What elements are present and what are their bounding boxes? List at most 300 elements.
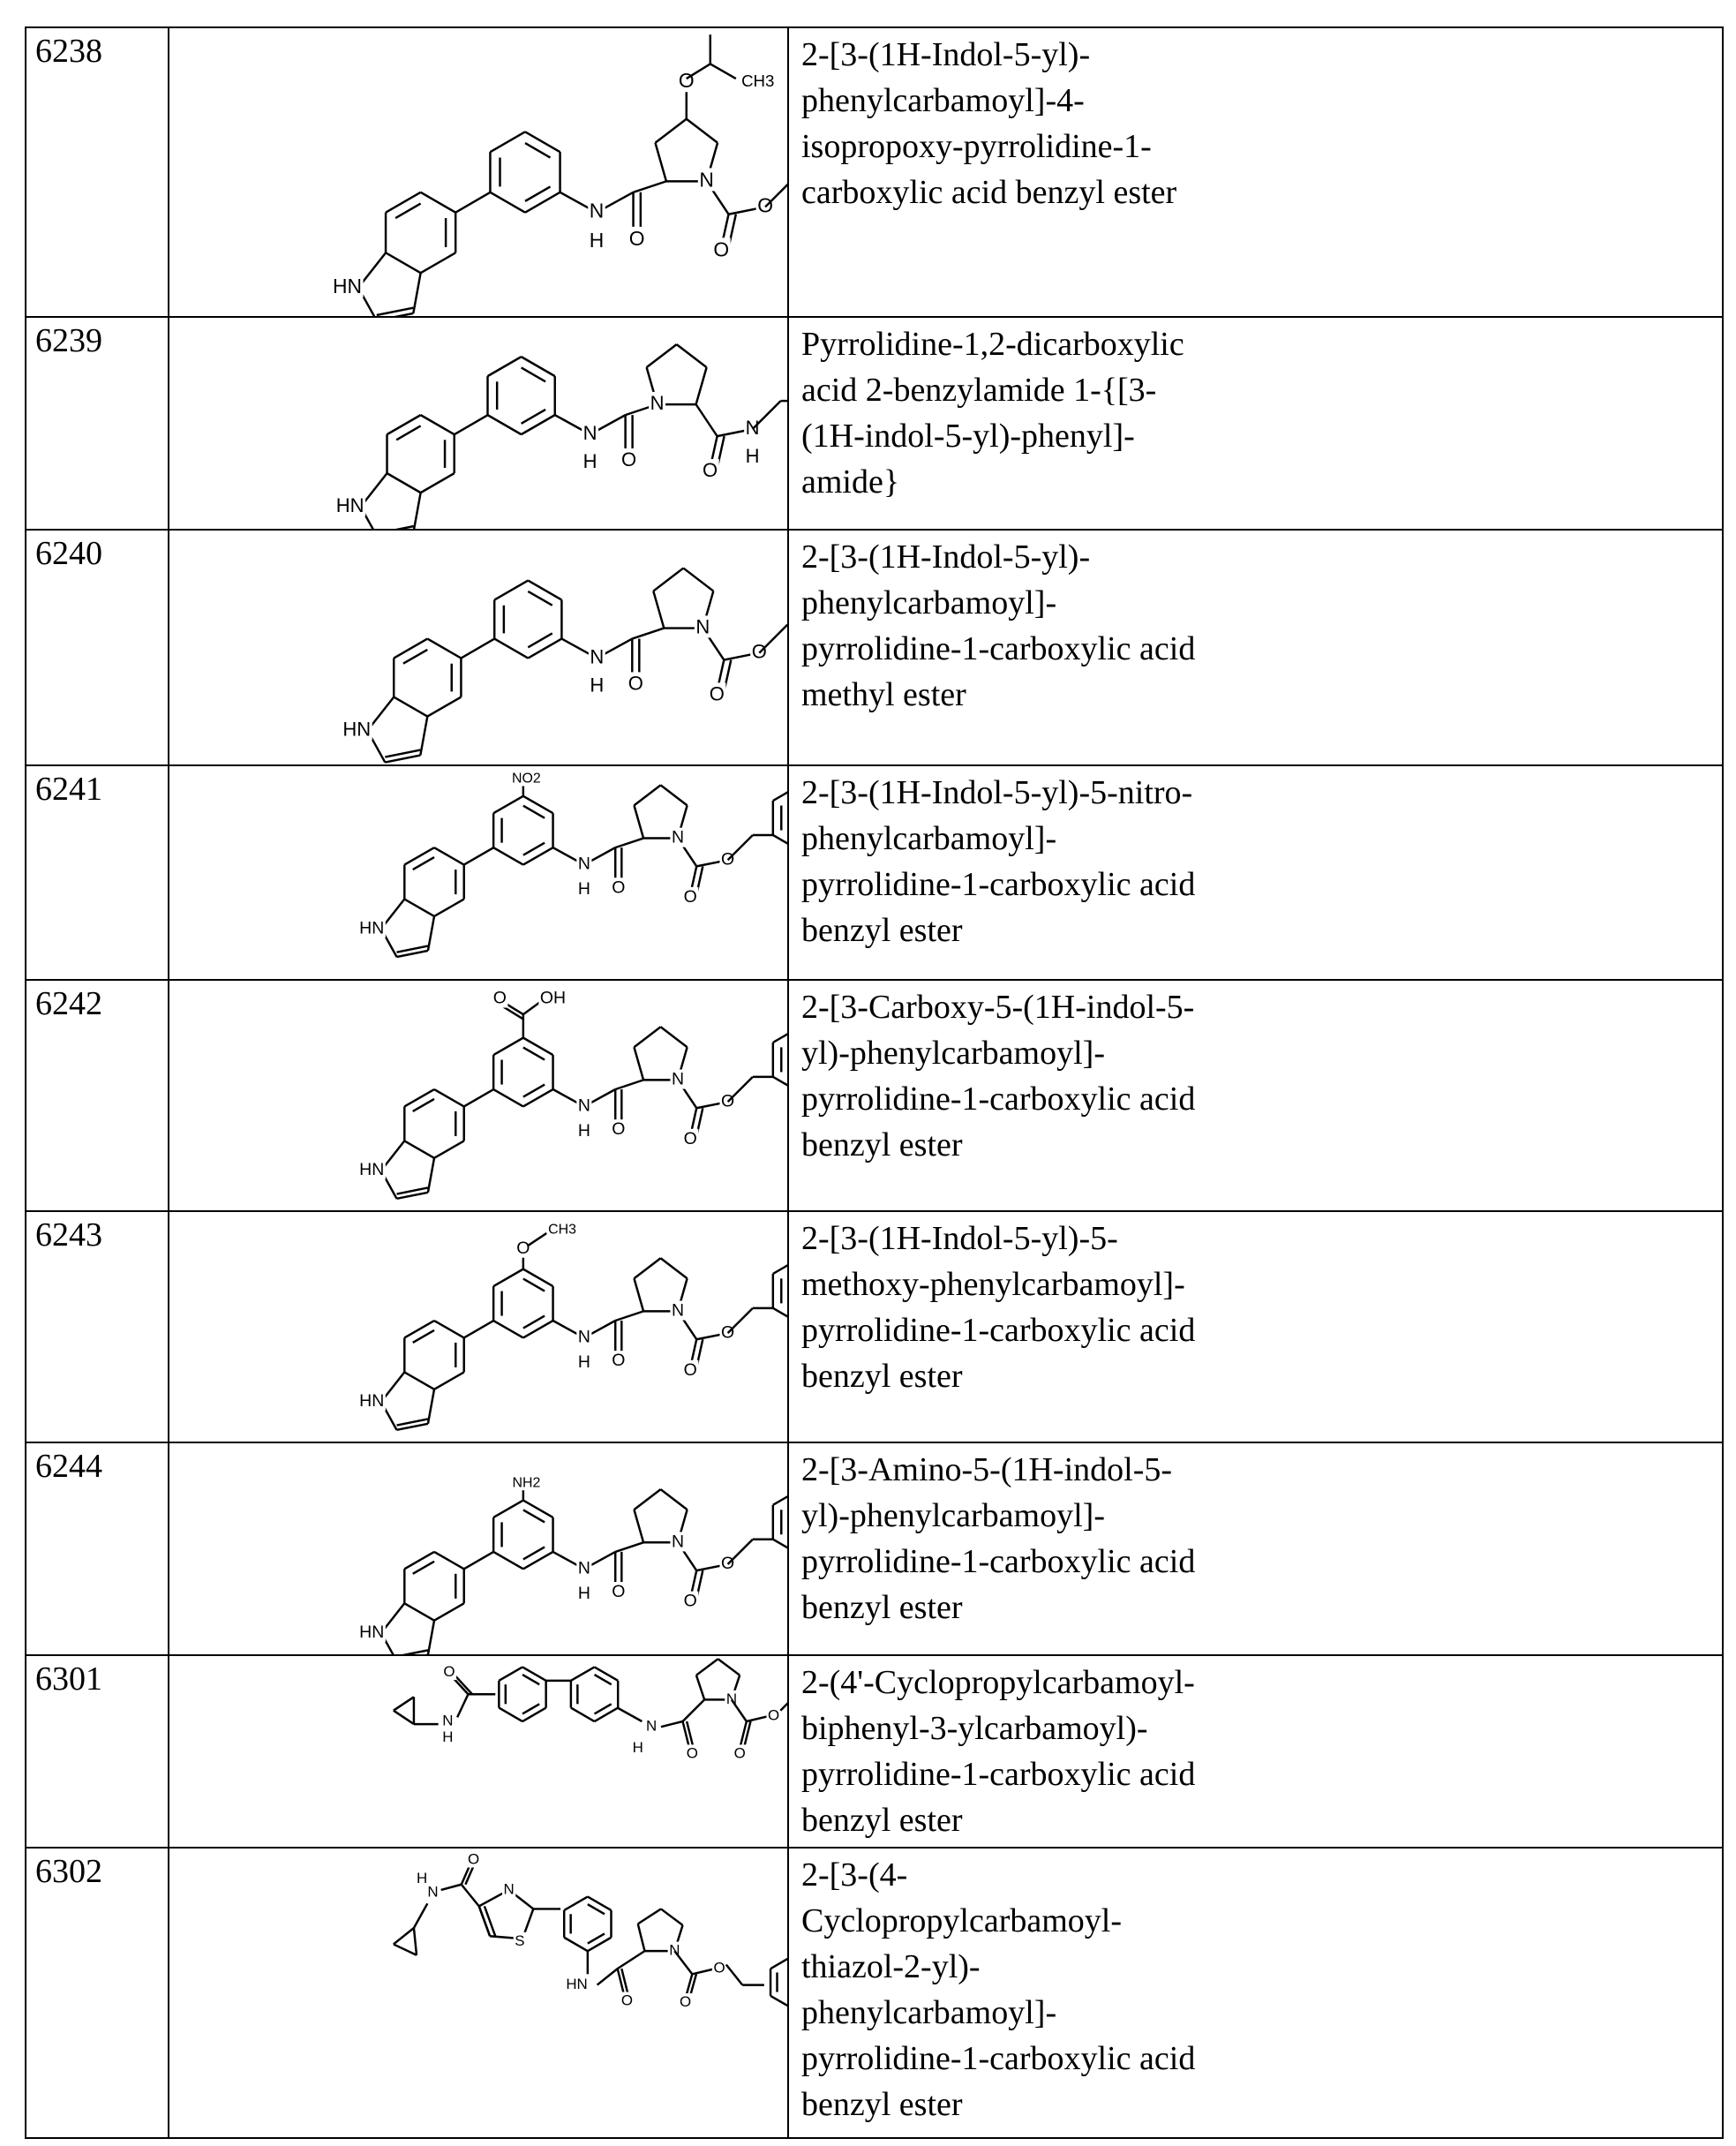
- bond: [780, 1694, 787, 1710]
- bond: [413, 273, 420, 313]
- bond: [696, 367, 707, 404]
- atom-label: O: [687, 1744, 698, 1761]
- bond: [696, 404, 718, 436]
- atom-label: O: [443, 1663, 455, 1680]
- compound-name-line: yl)-phenylcarbamoyl]-: [801, 1493, 1710, 1539]
- bond: [770, 1955, 787, 1969]
- bond: [455, 415, 488, 434]
- bond: [493, 1269, 523, 1286]
- table-row: [26, 1211, 1723, 1442]
- atom-label: H: [417, 1870, 427, 1886]
- bond: [597, 1969, 618, 1984]
- bond: [773, 1308, 787, 1325]
- chemical-structure: [169, 317, 788, 530]
- bond: [493, 847, 523, 864]
- atom-label: H: [578, 879, 590, 899]
- compound-name: [788, 530, 1723, 765]
- bond: [710, 64, 736, 79]
- atom-label: [697, 28, 730, 32]
- bond: [428, 1158, 434, 1193]
- compound-name-line: phenylcarbamoyl]-: [801, 816, 1710, 862]
- bond: [464, 847, 494, 864]
- atom-label: O: [612, 877, 625, 897]
- bond: [523, 1321, 553, 1337]
- bond: [661, 785, 688, 805]
- atom-label: O: [621, 448, 636, 471]
- bond: [528, 639, 561, 659]
- structure-drawing: [169, 318, 787, 529]
- bond: [728, 1077, 753, 1102]
- bond: [595, 1708, 619, 1721]
- compound-name: [788, 1442, 1723, 1655]
- bond: [522, 1708, 546, 1721]
- bond: [564, 1897, 588, 1910]
- bond: [386, 252, 421, 273]
- atom-label: O: [621, 1992, 633, 2009]
- chemical-structure: [169, 27, 788, 317]
- atom-label: O: [768, 1706, 779, 1723]
- bond: [728, 1308, 753, 1333]
- atom-label: O: [612, 1351, 625, 1370]
- compound-name-line: methyl ester: [801, 672, 1710, 718]
- bond: [618, 1951, 645, 1969]
- atom-label: O: [468, 1851, 479, 1868]
- bond: [747, 1716, 770, 1721]
- compound-name-line: benzyl ester: [801, 1797, 1710, 1843]
- compound-name-line: (1H-indol-5-yl)-phenyl]-: [801, 413, 1710, 459]
- bond: [434, 847, 464, 864]
- compound-name-line: pyrrolidine-1-carboxylic acid: [801, 862, 1710, 907]
- compound-id: 6241: [26, 765, 169, 980]
- bond: [571, 1667, 595, 1680]
- bond: [653, 591, 664, 629]
- structure-drawing: [169, 766, 787, 979]
- atom-label: N: [578, 1558, 590, 1577]
- bond: [485, 1906, 495, 1936]
- bond: [718, 1659, 740, 1675]
- bond: [677, 344, 707, 367]
- atom-label: N: [590, 645, 604, 667]
- bond: [773, 1487, 787, 1504]
- atom-label: N: [695, 615, 710, 637]
- atom-label: NH2: [512, 1475, 540, 1490]
- compound-id: 6240: [26, 530, 169, 765]
- compound-name: [788, 765, 1723, 980]
- structure-drawing: [169, 28, 787, 316]
- bond: [456, 1676, 472, 1694]
- compound-name-line: pyrrolidine-1-carboxylic acid: [801, 2036, 1710, 2082]
- atom-label: O: [710, 682, 725, 704]
- bond: [564, 1938, 588, 1951]
- compound-name-line: methoxy-phenylcarbamoyl]-: [801, 1261, 1710, 1307]
- atom-label: O: [713, 237, 729, 260]
- bond: [421, 252, 456, 273]
- compound-id: 6244: [26, 1442, 169, 1655]
- bond: [618, 1708, 643, 1721]
- bond: [773, 1077, 787, 1094]
- bond: [464, 1089, 494, 1106]
- atom-label: N: [672, 1301, 684, 1321]
- bond: [773, 1256, 787, 1273]
- bond: [696, 1659, 718, 1675]
- bond: [523, 1269, 553, 1286]
- bond: [770, 1996, 787, 2009]
- table-row: [26, 1848, 1723, 2138]
- atom-label: N: [699, 168, 714, 191]
- chemical-structure: [169, 530, 788, 765]
- atom-label: CH3: [548, 1223, 576, 1238]
- bond: [441, 1885, 462, 1890]
- compound-name-line: phenylcarbamoyl]-4-: [801, 78, 1710, 124]
- compound-name: [788, 317, 1723, 530]
- atom-label: O: [679, 69, 695, 92]
- atom-label: H: [746, 445, 760, 467]
- bond: [753, 401, 781, 429]
- atom-label: CH3: [741, 72, 774, 90]
- bond: [647, 344, 677, 367]
- bond: [414, 493, 421, 529]
- bond: [421, 473, 455, 493]
- table-row: [26, 980, 1723, 1211]
- bond: [523, 1501, 553, 1517]
- bond: [634, 805, 643, 838]
- bond: [490, 192, 525, 213]
- bond: [525, 132, 560, 152]
- bond: [404, 1552, 434, 1569]
- bond: [394, 1944, 417, 1954]
- bond: [404, 900, 434, 916]
- bond: [428, 916, 434, 951]
- atom-label: N: [578, 855, 590, 874]
- atom-label: H: [442, 1728, 453, 1745]
- compound-name-line: thiazol-2-yl)-: [801, 1944, 1710, 1990]
- atom-label: HN: [336, 494, 364, 516]
- atom-label: O: [684, 1360, 697, 1380]
- bond: [434, 1603, 464, 1620]
- table-row: [26, 530, 1723, 765]
- structure-drawing: [169, 531, 787, 764]
- atom-label: O: [713, 1960, 725, 1977]
- bond: [726, 1965, 742, 1985]
- bond: [595, 1667, 619, 1680]
- atom-label: N: [442, 1712, 453, 1728]
- bond: [386, 192, 421, 213]
- bond: [615, 1080, 643, 1089]
- bond: [661, 1721, 683, 1727]
- compound-name-line: benzyl ester: [801, 2082, 1710, 2127]
- compound-name-line: biphenyl-3-ylcarbamoyl)-: [801, 1706, 1710, 1751]
- compound-id: 6239: [26, 317, 169, 530]
- bond: [683, 569, 713, 591]
- bond: [696, 1675, 704, 1700]
- chemical-structure: [169, 1442, 788, 1655]
- atom-label: O: [612, 1119, 625, 1139]
- bond: [523, 1552, 553, 1569]
- bond: [404, 1321, 434, 1337]
- atom-label: N: [578, 1328, 590, 1347]
- bond: [404, 1372, 434, 1389]
- compound-name-line: pyrrolidine-1-carboxylic acid: [801, 1539, 1710, 1585]
- compound-name-line: Cyclopropylcarbamoyl-: [801, 1898, 1710, 1944]
- compound-id: 6238: [26, 27, 169, 317]
- atom-label: H: [578, 1584, 590, 1603]
- chemical-structure: [169, 1848, 788, 2138]
- atom-label: OH: [540, 989, 566, 1008]
- bond: [615, 1311, 643, 1321]
- bond: [493, 796, 523, 813]
- compound-name-line: amide}: [801, 459, 1710, 505]
- bond: [634, 1489, 660, 1510]
- bond: [638, 1909, 661, 1924]
- atom-label: O: [734, 1744, 746, 1761]
- atom-label: H: [590, 674, 604, 696]
- atom-label: N: [427, 1883, 438, 1900]
- atom-label: HN: [359, 1391, 384, 1411]
- atom-label: O: [684, 1129, 697, 1148]
- bond: [523, 796, 553, 813]
- chemical-structure: [169, 1655, 788, 1848]
- bond: [420, 717, 427, 756]
- bond: [434, 1321, 464, 1337]
- bond: [571, 1708, 595, 1721]
- bond: [523, 1089, 553, 1106]
- bond: [773, 835, 787, 852]
- compound-name-line: benzyl ester: [801, 1585, 1710, 1630]
- compound-name-line: 2-(4'-Cyclopropylcarbamoyl-: [801, 1660, 1710, 1706]
- bond: [394, 1697, 414, 1710]
- bond: [457, 1694, 468, 1717]
- atom-label: O: [757, 193, 773, 216]
- bond: [773, 1540, 787, 1556]
- bond: [421, 192, 456, 213]
- compound-name-line: pyrrolidine-1-carboxylic acid: [801, 1076, 1710, 1122]
- compound-name-line: carboxylic acid benzyl ester: [801, 169, 1710, 215]
- structure-drawing: [169, 1212, 787, 1442]
- bond: [464, 1552, 494, 1569]
- bond: [588, 1938, 612, 1951]
- bond: [523, 1002, 540, 1014]
- compound-name-line: phenylcarbamoyl]-: [801, 1990, 1710, 2036]
- table-row: [26, 1655, 1723, 1848]
- bond: [404, 1089, 434, 1106]
- bond: [522, 415, 555, 434]
- chemical-structure: [169, 765, 788, 980]
- structure-drawing: [169, 1656, 787, 1847]
- bond: [455, 192, 490, 213]
- bond: [427, 697, 461, 717]
- bond: [615, 839, 643, 848]
- bond: [394, 1928, 414, 1944]
- bond: [414, 1903, 427, 1928]
- chemical-structure: [169, 1211, 788, 1442]
- compound-name-line: acid 2-benzylamide 1-{[3-: [801, 367, 1710, 413]
- chemical-structure: [169, 980, 788, 1211]
- bond: [379, 526, 414, 529]
- bond: [462, 1885, 479, 1907]
- bond: [434, 900, 464, 916]
- bond: [523, 1038, 553, 1055]
- compound-name: [788, 1655, 1723, 1848]
- table-row: [26, 1442, 1723, 1655]
- compound-name-line: 2-[3-Amino-5-(1H-indol-5-: [801, 1447, 1710, 1493]
- bond: [421, 415, 455, 434]
- bond: [653, 569, 683, 591]
- table-row: [26, 317, 1723, 530]
- atom-label: N: [504, 1880, 515, 1897]
- atom-label: NO2: [512, 771, 541, 786]
- compound-name: [788, 1211, 1723, 1442]
- bond: [493, 1038, 523, 1055]
- bond: [528, 581, 561, 600]
- bond: [661, 1909, 683, 1924]
- bond: [773, 1025, 787, 1042]
- bond: [493, 1501, 523, 1517]
- bond: [499, 1667, 522, 1680]
- atom-label: N: [672, 1070, 684, 1089]
- bond: [434, 1552, 464, 1569]
- atom-label: O: [684, 1592, 697, 1611]
- bond: [414, 1928, 417, 1955]
- compound-name-line: 2-[3-(1H-Indol-5-yl)-5-: [801, 1216, 1710, 1261]
- atom-label: O: [493, 989, 507, 1008]
- table-row: [26, 27, 1723, 317]
- bond: [674, 1951, 692, 1974]
- bond: [655, 119, 686, 143]
- bond: [404, 1603, 434, 1620]
- atom-label: HN: [333, 275, 362, 297]
- bond: [759, 625, 787, 653]
- compound-name-line: benzyl ester: [801, 1353, 1710, 1399]
- atom-label: H: [583, 450, 597, 472]
- bond: [634, 181, 666, 192]
- compound-name-line: benzyl ester: [801, 907, 1710, 953]
- compound-name: [788, 980, 1723, 1211]
- bond: [634, 785, 660, 805]
- compound-name-line: pyrrolidine-1-carboxylic acid: [801, 626, 1710, 672]
- atom-label: HN: [359, 918, 384, 937]
- atom-label: O: [516, 1239, 530, 1258]
- atom-label: N: [578, 1096, 590, 1116]
- compound-id: 6301: [26, 1655, 169, 1848]
- atom-label: S: [515, 1932, 524, 1949]
- bond: [494, 639, 528, 659]
- atom-label: H: [578, 1121, 590, 1141]
- structure-drawing: [169, 981, 787, 1210]
- bond: [732, 1699, 747, 1721]
- compound-name-line: yl)-phenylcarbamoyl]-: [801, 1030, 1710, 1076]
- bond: [683, 1699, 705, 1721]
- atom-label: H: [590, 229, 605, 252]
- bond: [488, 357, 522, 376]
- compound-name-line: 2-[3-(1H-Indol-5-yl)-5-nitro-: [801, 770, 1710, 816]
- bond: [634, 1278, 643, 1311]
- compound-name-line: phenylcarbamoyl]-: [801, 580, 1710, 626]
- compound-id: 6302: [26, 1848, 169, 2138]
- atom-label: HN: [342, 718, 371, 740]
- bond: [488, 415, 522, 434]
- atom-label: N: [650, 392, 665, 414]
- bond: [461, 639, 494, 659]
- bond: [404, 847, 434, 864]
- bond: [634, 1047, 643, 1080]
- bond: [687, 119, 718, 143]
- bond: [632, 629, 664, 639]
- compound-name-line: 2-[3-(1H-Indol-5-yl)-: [801, 32, 1710, 78]
- bond: [728, 835, 753, 860]
- compound-name-line: Pyrrolidine-1,2-dicarboxylic: [801, 321, 1710, 367]
- bond: [394, 1711, 414, 1724]
- bond: [661, 1258, 688, 1278]
- atom-label: N: [590, 200, 605, 222]
- bond: [634, 1027, 660, 1047]
- bond: [434, 1372, 464, 1389]
- bond: [692, 1969, 715, 1974]
- bond: [638, 1924, 645, 1951]
- structure-drawing: [169, 1443, 787, 1654]
- bond: [464, 1321, 494, 1337]
- bond: [394, 639, 427, 659]
- bond: [634, 1510, 643, 1542]
- compound-name: [788, 1848, 1723, 2138]
- atom-label: N: [672, 828, 684, 847]
- bond: [525, 192, 560, 213]
- atom-label: HN: [566, 1976, 587, 1992]
- bond: [434, 1089, 464, 1106]
- atom-label: O: [680, 1993, 691, 2010]
- bond: [655, 143, 665, 182]
- compound-name-line: benzyl ester: [801, 1122, 1710, 1168]
- atom-label: HN: [359, 1623, 384, 1642]
- atom-label: N: [646, 1718, 657, 1735]
- atom-label: O: [629, 227, 645, 250]
- atom-label: H: [578, 1352, 590, 1372]
- bond: [522, 357, 555, 376]
- bond: [397, 1650, 428, 1654]
- bond: [523, 847, 553, 864]
- bond: [428, 1621, 434, 1654]
- bond: [387, 473, 421, 493]
- compound-id: 6243: [26, 1211, 169, 1442]
- atom-label: N: [669, 1942, 680, 1959]
- atom-label: N: [726, 1690, 737, 1707]
- bond: [493, 1321, 523, 1337]
- compound-table: [25, 26, 1724, 2139]
- bond: [499, 1708, 522, 1721]
- bond: [661, 1489, 688, 1510]
- structure-drawing: [169, 1849, 787, 2137]
- bond: [634, 1258, 660, 1278]
- bond: [493, 1089, 523, 1106]
- bond: [490, 132, 525, 152]
- bond: [728, 1540, 753, 1564]
- compound-name-line: 2-[3-Carboxy-5-(1H-indol-5-: [801, 984, 1710, 1030]
- bond: [427, 639, 461, 659]
- atom-label: O: [628, 672, 643, 694]
- compound-name-line: isopropoxy-pyrrolidine-1-: [801, 124, 1710, 169]
- compound-id: 6242: [26, 980, 169, 1211]
- bond: [428, 1389, 434, 1424]
- compound-name-line: pyrrolidine-1-carboxylic acid: [801, 1751, 1710, 1797]
- bond: [387, 415, 421, 434]
- bond: [494, 581, 528, 600]
- atom-label: N: [583, 422, 597, 444]
- bond: [773, 784, 787, 801]
- bond: [404, 1141, 434, 1157]
- compound-name-line: 2-[3-(1H-Indol-5-yl)-: [801, 534, 1710, 580]
- atom-label: O: [612, 1582, 625, 1601]
- bond: [434, 1141, 464, 1157]
- bond: [615, 1542, 643, 1552]
